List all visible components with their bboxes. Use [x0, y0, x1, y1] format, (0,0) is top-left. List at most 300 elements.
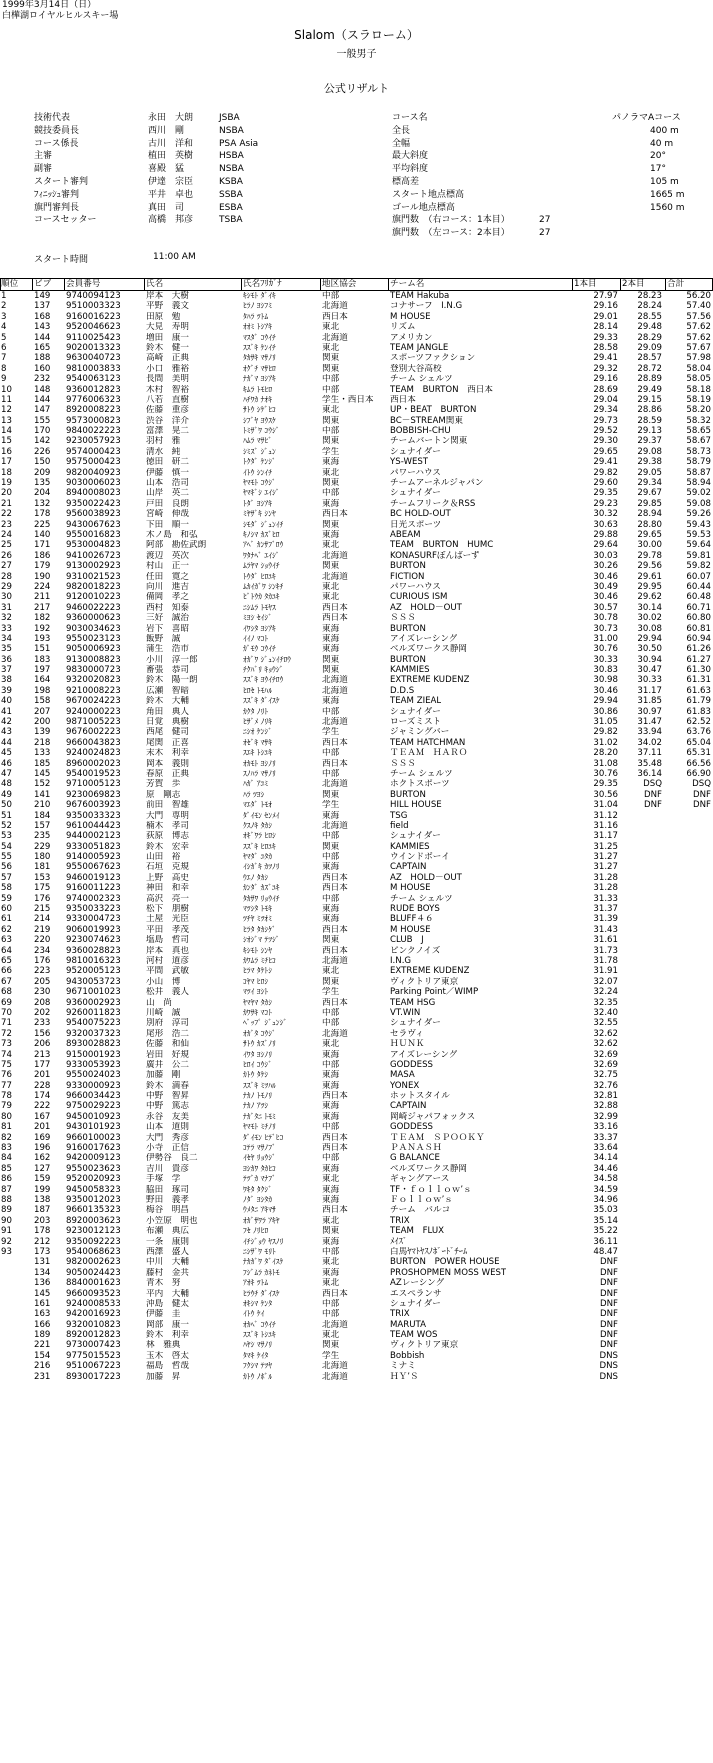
cell-region: 中部	[322, 1122, 340, 1133]
table-row	[0, 1008, 713, 1018]
cell-member-no: 9160011223	[66, 883, 121, 894]
cell-member-no: 9330051823	[66, 841, 121, 852]
table-row	[0, 821, 713, 831]
cell-member-no: 9460022223	[66, 602, 121, 613]
cell-team: ＳＳＳ	[390, 613, 416, 624]
cell-name: 林 雅典	[146, 1340, 181, 1351]
cell-rank: 64	[1, 945, 12, 956]
table-row	[0, 1070, 713, 1080]
cell-kana: ｶﾞﾓｳ ｺｳｲﾁ	[243, 644, 276, 654]
cell-run1: 32.35	[593, 997, 618, 1008]
cell-bib: 189	[34, 1330, 51, 1341]
cell-team: アイズレーシング	[390, 633, 458, 644]
cell-run1: 34.14	[593, 1153, 618, 1164]
cell-member-no: 9630040723	[66, 353, 121, 364]
cell-team: 岡崎ジャパフォックス	[390, 1111, 476, 1122]
cell-bib: 133	[34, 748, 51, 759]
cell-name: 鈴木 宏幸	[146, 841, 189, 852]
cell-member-no: 9240008533	[66, 1298, 121, 1309]
cell-bib: 205	[34, 976, 51, 987]
cell-name: 平田 孝茂	[146, 924, 189, 935]
cell-name: 岩田 好規	[146, 1049, 189, 1060]
cell-bib: 224	[34, 581, 51, 592]
cell-team: GODDESS	[390, 1122, 433, 1133]
cell-team: TEAM FLUX	[390, 1226, 445, 1237]
cell-team: ﾒｲｽﾞ	[390, 1236, 408, 1247]
table-row	[0, 1112, 713, 1122]
cell-rank: 21	[1, 498, 12, 509]
cell-member-no: 9350092223	[66, 1236, 121, 1247]
cell-member-no: 9350022423	[66, 498, 121, 509]
table-row	[0, 1351, 713, 1361]
cell-region: 西日本	[322, 997, 348, 1008]
cell-kana: ﾑｶｲｶﾞﾜ ｼﾝｷﾁ	[243, 581, 284, 591]
cell-bib: 151	[34, 644, 51, 655]
cell-name: 三好 誠治	[146, 613, 189, 624]
cell-rank: 49	[1, 789, 12, 800]
cell-team: AZ HOLD－OUT	[390, 602, 462, 613]
cell-region: 東海	[322, 1236, 340, 1247]
cell-member-no: 9050006923	[66, 644, 121, 655]
cell-run1: 33.64	[593, 1143, 618, 1154]
cell-run1: 29.35	[593, 488, 618, 499]
table-row	[0, 1237, 713, 1247]
cell-kana: ﾄｳﾀﾞ ﾋﾛﾕｷ	[243, 571, 276, 581]
course-label: 最大斜度	[392, 151, 429, 162]
course-label: 旗門数 （左コース：2本目）	[392, 228, 510, 239]
cell-run2: 29.08	[637, 446, 662, 457]
official-org: NSBA	[219, 125, 244, 136]
official-name: 平井 卓也	[148, 189, 194, 200]
cell-team: ベルズワークス静岡	[390, 1163, 468, 1174]
cell-member-no: 8930017223	[66, 1371, 121, 1382]
cell-rank: 24	[1, 529, 12, 540]
cell-bib: 217	[34, 602, 51, 613]
cell-kana: ﾅｶｶﾞﾜ ﾀﾞｲｽｹ	[243, 1257, 284, 1267]
cell-rank: 32	[1, 613, 12, 624]
cell-member-no: 9775015523	[66, 1350, 121, 1361]
cell-region: 東海	[322, 862, 340, 873]
cell-team: シュナイダー	[390, 706, 441, 717]
cell-total: 59.81	[686, 550, 711, 561]
cell-kana: ﾅｶﾞﾀﾆ ﾄﾓﾐ	[243, 1111, 276, 1121]
cell-rank: 89	[1, 1205, 12, 1216]
cell-region: 北海道	[322, 1371, 348, 1382]
cell-run1: 31.28	[593, 872, 618, 883]
cell-kana: ｳｴﾉ ﾀｶｼ	[243, 872, 269, 882]
cell-name: 富澤 晃二	[146, 426, 189, 437]
cell-region: 東海	[322, 914, 340, 925]
cell-rank: 86	[1, 1174, 12, 1185]
cell-bib: 136	[34, 1278, 51, 1289]
cell-name: 別府 淳司	[146, 1018, 189, 1029]
course-label: 標高差	[392, 176, 420, 187]
cell-total: 61.27	[686, 654, 711, 665]
table-row	[0, 291, 713, 301]
cell-name: 広瀬 智暗	[146, 685, 189, 696]
cell-rank: 90	[1, 1215, 12, 1226]
results-body	[0, 291, 713, 1382]
cell-name: 大見 寿明	[146, 322, 189, 333]
table-row	[0, 935, 713, 945]
table-row	[0, 468, 713, 478]
cell-run1: 28.14	[593, 322, 618, 333]
cell-bib: 182	[34, 613, 51, 624]
course-value: 20°	[650, 151, 666, 162]
cell-run1: 32.40	[593, 1007, 618, 1018]
cell-run2: 29.05	[637, 467, 662, 478]
cell-kana: ﾁｸﾊﾞﾘ ｷｮｳｼﾞ	[243, 665, 284, 675]
cell-team: FICTION	[390, 571, 425, 582]
cell-kana: ｵｾﾞｷ ﾏｻｷ	[243, 737, 272, 747]
cell-name: 山田 裕	[146, 852, 181, 863]
cell-run1: 32.62	[593, 1028, 618, 1039]
cell-kana: ﾅｶﾉ ｱﾂｼ	[243, 1101, 269, 1111]
cell-name: 廣井 公二	[146, 1059, 189, 1070]
cell-region: 学生	[322, 727, 340, 738]
cell-total: 57.40	[686, 301, 711, 312]
cell-name: 西尾 健司	[146, 727, 189, 738]
cell-run2: 29.37	[637, 436, 662, 447]
cell-region: 東海	[322, 1163, 340, 1174]
cell-name: 中川 大輔	[146, 1257, 189, 1268]
cell-team: パワーハウス	[390, 581, 441, 592]
cell-kana: ﾀﾞｲﾓﾝ ｾﾝﾒｲ	[243, 810, 280, 820]
cell-region: 東海	[322, 498, 340, 509]
cell-run2: 29.38	[637, 457, 662, 468]
cell-total: 61.63	[686, 685, 711, 696]
cell-member-no: 9560038923	[66, 509, 121, 520]
cell-kana: ｼｵｼﾞﾏ ﾃﾂｼﾞ	[243, 935, 280, 945]
cell-team: シュナイダー	[390, 446, 441, 457]
cell-team: スポーツファクション	[390, 353, 476, 364]
cell-region: 中部	[322, 1059, 340, 1070]
cell-rank: 27	[1, 561, 12, 572]
cell-region: 中部	[322, 374, 340, 385]
cell-region: 東海	[322, 457, 340, 468]
official-row	[34, 125, 354, 138]
column-divider	[388, 279, 389, 290]
cell-bib: 163	[34, 1309, 51, 1320]
cell-team: BURTON	[390, 654, 426, 665]
cell-name: 石垣 克規	[146, 862, 189, 873]
cell-kana: ｵｶﾓﾄ ﾖｼﾉﾘ	[243, 758, 276, 768]
cell-run2: 30.14	[637, 602, 662, 613]
column-divider	[144, 279, 145, 290]
official-role: 技術代表	[34, 113, 71, 123]
cell-kana: ﾑﾗﾔﾏ ｼｮｳｲﾁ	[243, 561, 280, 571]
cell-region: 中部	[322, 1309, 340, 1320]
cell-name: 木ノ島 和弘	[146, 529, 198, 540]
cell-team: BURTON	[390, 789, 426, 800]
cell-run1: 48.47	[593, 1246, 618, 1257]
cell-bib: 213	[34, 1049, 51, 1060]
column-divider	[64, 279, 65, 290]
cell-total: 60.81	[686, 623, 711, 634]
course-label: 平均斜度	[392, 164, 429, 175]
cell-name: 大門 秀彦	[146, 1132, 189, 1143]
cell-kana: ﾌｾ ﾉﾘﾋﾛ	[243, 1226, 269, 1236]
table-row	[0, 811, 713, 821]
cell-kana: ｽｽﾞｷ ﾐﾂﾊﾙ	[243, 1080, 276, 1090]
cell-kana: ｲｼｶﾞｷ ｶﾂﾉﾘ	[243, 862, 280, 872]
cell-name: 加藤 昇	[146, 1371, 181, 1382]
cell-rank: 57	[1, 872, 12, 883]
cell-team: M HOUSE	[390, 883, 431, 894]
cell-team: CAPTAIN	[390, 862, 427, 873]
cell-name: 高沢 亮一	[146, 893, 189, 904]
cell-bib: 137	[34, 301, 51, 312]
col-header-region: 地区協会	[322, 279, 357, 289]
cell-run1: 33.37	[593, 1132, 618, 1143]
cell-run1: 31.00	[593, 633, 618, 644]
official-row	[34, 163, 354, 176]
cell-run2: 29.94	[637, 633, 662, 644]
cell-rank: 91	[1, 1226, 12, 1237]
cell-bib: 228	[34, 1080, 51, 1091]
table-row	[0, 800, 713, 810]
cell-run1: 29.33	[593, 332, 618, 343]
cell-kana: ｵｷﾞﾜﾗ ﾋﾛｼ	[243, 831, 276, 841]
cell-team: BC HOLD-OUT	[390, 509, 451, 520]
cell-region: 東北	[322, 540, 340, 551]
official-row	[34, 150, 354, 163]
table-row	[0, 1299, 713, 1309]
course-value: パノラマAコース	[612, 113, 681, 123]
cell-bib: 230	[34, 987, 51, 998]
table-row	[0, 1340, 713, 1350]
cell-member-no: 9740002323	[66, 893, 121, 904]
cell-rank: 11	[1, 394, 12, 405]
cell-member-no: 9550067623	[66, 862, 121, 873]
cell-region: 東北	[322, 592, 340, 603]
cell-run1: 31.17	[593, 831, 618, 842]
cell-region: 東海	[322, 529, 340, 540]
cell-rank: 40	[1, 696, 12, 707]
cell-name: 岡本 義則	[146, 758, 189, 769]
official-role: コースセッター	[34, 215, 97, 226]
cell-region: 北海道	[322, 1028, 348, 1039]
cell-run2: 29.62	[637, 592, 662, 603]
cell-run2: 30.50	[637, 644, 662, 655]
cell-kana: ｺﾃﾗ ﾏｻﾉﾌﾞ	[243, 1143, 276, 1153]
cell-rank: 6	[1, 342, 7, 353]
cell-run1: 32.24	[593, 987, 618, 998]
cell-run1: 30.78	[593, 613, 618, 624]
cell-run1: 31.33	[593, 893, 618, 904]
cell-team: チーム バルコ	[390, 1205, 451, 1216]
cell-bib: 131	[34, 1257, 51, 1268]
cell-name: 荻原 博志	[146, 831, 189, 842]
cell-rank: 65	[1, 956, 12, 966]
cell-name: 角田 典人	[146, 706, 189, 717]
cell-name: 鈴木 満春	[146, 1080, 189, 1091]
cell-team: MARUTA	[390, 1319, 427, 1330]
cell-team: TEAM WOS	[390, 1330, 438, 1341]
cell-rank: 87	[1, 1184, 12, 1195]
cell-team: チーム シェルツ	[390, 374, 453, 385]
table-row	[0, 987, 713, 997]
cell-run1: 30.73	[593, 623, 618, 634]
cell-run2: 29.48	[637, 322, 662, 333]
cell-rank: 52	[1, 820, 12, 831]
cell-team: HILL HOUSE	[390, 800, 442, 811]
cell-total: 58.19	[686, 394, 711, 405]
table-row	[0, 1029, 713, 1039]
cell-run2: 28.59	[637, 415, 662, 426]
table-row	[0, 405, 713, 415]
cell-bib: 145	[34, 768, 51, 779]
cell-member-no: 9710005123	[66, 779, 121, 790]
cell-member-no: 9671001023	[66, 987, 121, 998]
cell-member-no: 8840001623	[66, 1278, 121, 1289]
table-row	[0, 831, 713, 841]
cell-run2: 29.65	[637, 529, 662, 540]
cell-name: 布瀬 典広	[146, 1226, 189, 1237]
cell-name: 中野 智昇	[146, 1091, 189, 1102]
cell-run2: 28.57	[637, 353, 662, 364]
official-role: ﾌｨﾆｯｼｭ審判	[34, 189, 80, 200]
table-row	[0, 779, 713, 789]
cell-run1: DNF	[600, 1267, 618, 1278]
cell-member-no: 9450010923	[66, 1111, 121, 1122]
cell-team: アイズレーシング	[390, 1049, 458, 1060]
cell-bib: 177	[34, 1059, 51, 1070]
cell-name: 八若 直樹	[146, 394, 189, 405]
official-row	[34, 189, 354, 202]
cell-name: 長間 美明	[146, 374, 189, 385]
cell-rank: 67	[1, 976, 12, 987]
cell-region: 東海	[322, 633, 340, 644]
cell-run2: 29.67	[637, 488, 662, 499]
cell-bib: 147	[34, 405, 51, 416]
cell-run1: 33.16	[593, 1122, 618, 1133]
cell-region: 関東	[322, 654, 340, 665]
cell-rank: 19	[1, 478, 12, 489]
table-row	[0, 374, 713, 384]
cell-kana: ｲﾄｳ ｼﾝｲﾁ	[243, 467, 272, 477]
cell-member-no: 9350033323	[66, 810, 121, 821]
cell-run1: 34.96	[593, 1194, 618, 1205]
cell-member-no: 9360002923	[66, 997, 121, 1008]
cell-run1: 31.04	[593, 800, 618, 811]
cell-kana: ｽｽﾞｷ ﾄｼﾕｷ	[243, 1330, 276, 1340]
cell-region: 中部	[322, 852, 340, 863]
table-row	[0, 1247, 713, 1257]
cell-rank: 9	[1, 374, 7, 385]
cell-bib: 212	[34, 1236, 51, 1247]
cell-region: 関東	[322, 353, 340, 364]
table-row	[0, 1153, 713, 1163]
cell-member-no: 9520005123	[66, 966, 121, 977]
cell-rank: 3	[1, 311, 7, 322]
cell-kana: ﾔﾏﾔﾏ ﾀｶｼ	[243, 997, 272, 1007]
cell-bib: 165	[34, 342, 51, 353]
cell-name: 渋谷 洋介	[146, 415, 189, 426]
cell-run2: 29.56	[637, 561, 662, 572]
cell-name: 山本 道則	[146, 1122, 189, 1133]
cell-member-no: 8920008223	[66, 405, 121, 416]
event-date: 1999年3月14日（日）	[2, 0, 97, 10]
cell-member-no: 9350012023	[66, 1194, 121, 1205]
cell-run2: 30.08	[637, 623, 662, 634]
table-row	[0, 1330, 713, 1340]
cell-rank: 53	[1, 831, 12, 842]
cell-kana: ｻﾄｳ ｶｽﾞﾉﾘ	[243, 1039, 276, 1049]
cell-bib: 178	[34, 509, 51, 520]
cell-region: 中部	[322, 1007, 340, 1018]
cell-member-no: 9050024423	[66, 1267, 121, 1278]
cell-region: 西日本	[322, 613, 348, 624]
cell-rank: 42	[1, 717, 12, 728]
cell-team: KONASURFぼんばーず	[390, 550, 480, 561]
cell-rank: 39	[1, 685, 12, 696]
cell-run2: 30.47	[637, 665, 662, 676]
course-row	[392, 202, 712, 215]
cell-member-no: 9460019123	[66, 872, 121, 883]
table-row	[0, 561, 713, 571]
cell-region: 東北	[322, 1215, 340, 1226]
cell-bib: 170	[34, 426, 51, 437]
cell-team: 日光スポーツ	[390, 519, 442, 530]
cell-total: 59.64	[686, 540, 711, 551]
cell-bib: 196	[34, 1143, 51, 1154]
cell-total: 58.67	[686, 436, 711, 447]
cell-total: 60.71	[686, 602, 711, 613]
course-row	[392, 214, 712, 227]
cell-total: DSQ	[692, 779, 711, 790]
cell-total: 57.62	[686, 322, 711, 333]
cell-rank: 43	[1, 727, 12, 738]
cell-region: 東海	[322, 1070, 340, 1081]
cell-team: ヴィクトリア東京	[390, 1340, 459, 1351]
cell-name: 山 尚	[146, 997, 172, 1008]
cell-run1: 29.32	[593, 363, 618, 374]
cell-bib: 207	[34, 706, 51, 717]
cell-name: 向川 進吉	[146, 581, 189, 592]
cell-run2: 29.13	[637, 426, 662, 437]
table-row	[0, 1216, 713, 1226]
cell-member-no: 9360028823	[66, 945, 121, 956]
cell-bib: 181	[34, 862, 51, 873]
cell-region: 中部	[322, 1298, 340, 1309]
cell-name: 楠木 孝司	[146, 820, 189, 831]
table-row	[0, 1101, 713, 1111]
cell-run2: 31.85	[637, 696, 662, 707]
cell-rank: 61	[1, 914, 12, 925]
cell-run1: DNF	[600, 1319, 618, 1330]
cell-member-no: 8920012823	[66, 1330, 121, 1341]
official-row	[34, 202, 354, 215]
cell-bib: 208	[34, 997, 51, 1008]
cell-member-no: 9573000823	[66, 415, 121, 426]
cell-team: ヴィクトリア東京	[390, 976, 459, 987]
cell-region: 中部	[322, 1153, 340, 1164]
cell-run1: 31.27	[593, 852, 618, 863]
cell-name: 清水 純	[146, 446, 181, 457]
cell-run1: 32.62	[593, 1039, 618, 1050]
cell-kana: ｲｲﾉ ﾏｺﾄ	[243, 633, 269, 643]
cell-kana: ｷｼﾓﾄ ﾀﾞｲｷ	[243, 291, 276, 300]
cell-run1: 31.39	[593, 914, 618, 925]
table-row	[0, 333, 713, 343]
cell-name: 上野 高史	[146, 872, 189, 883]
cell-member-no: 9820040923	[66, 467, 121, 478]
cell-region: 関東	[322, 1226, 340, 1237]
cell-member-no: 9574000423	[66, 446, 121, 457]
table-row	[0, 707, 713, 717]
cell-region: 西日本	[322, 758, 348, 769]
